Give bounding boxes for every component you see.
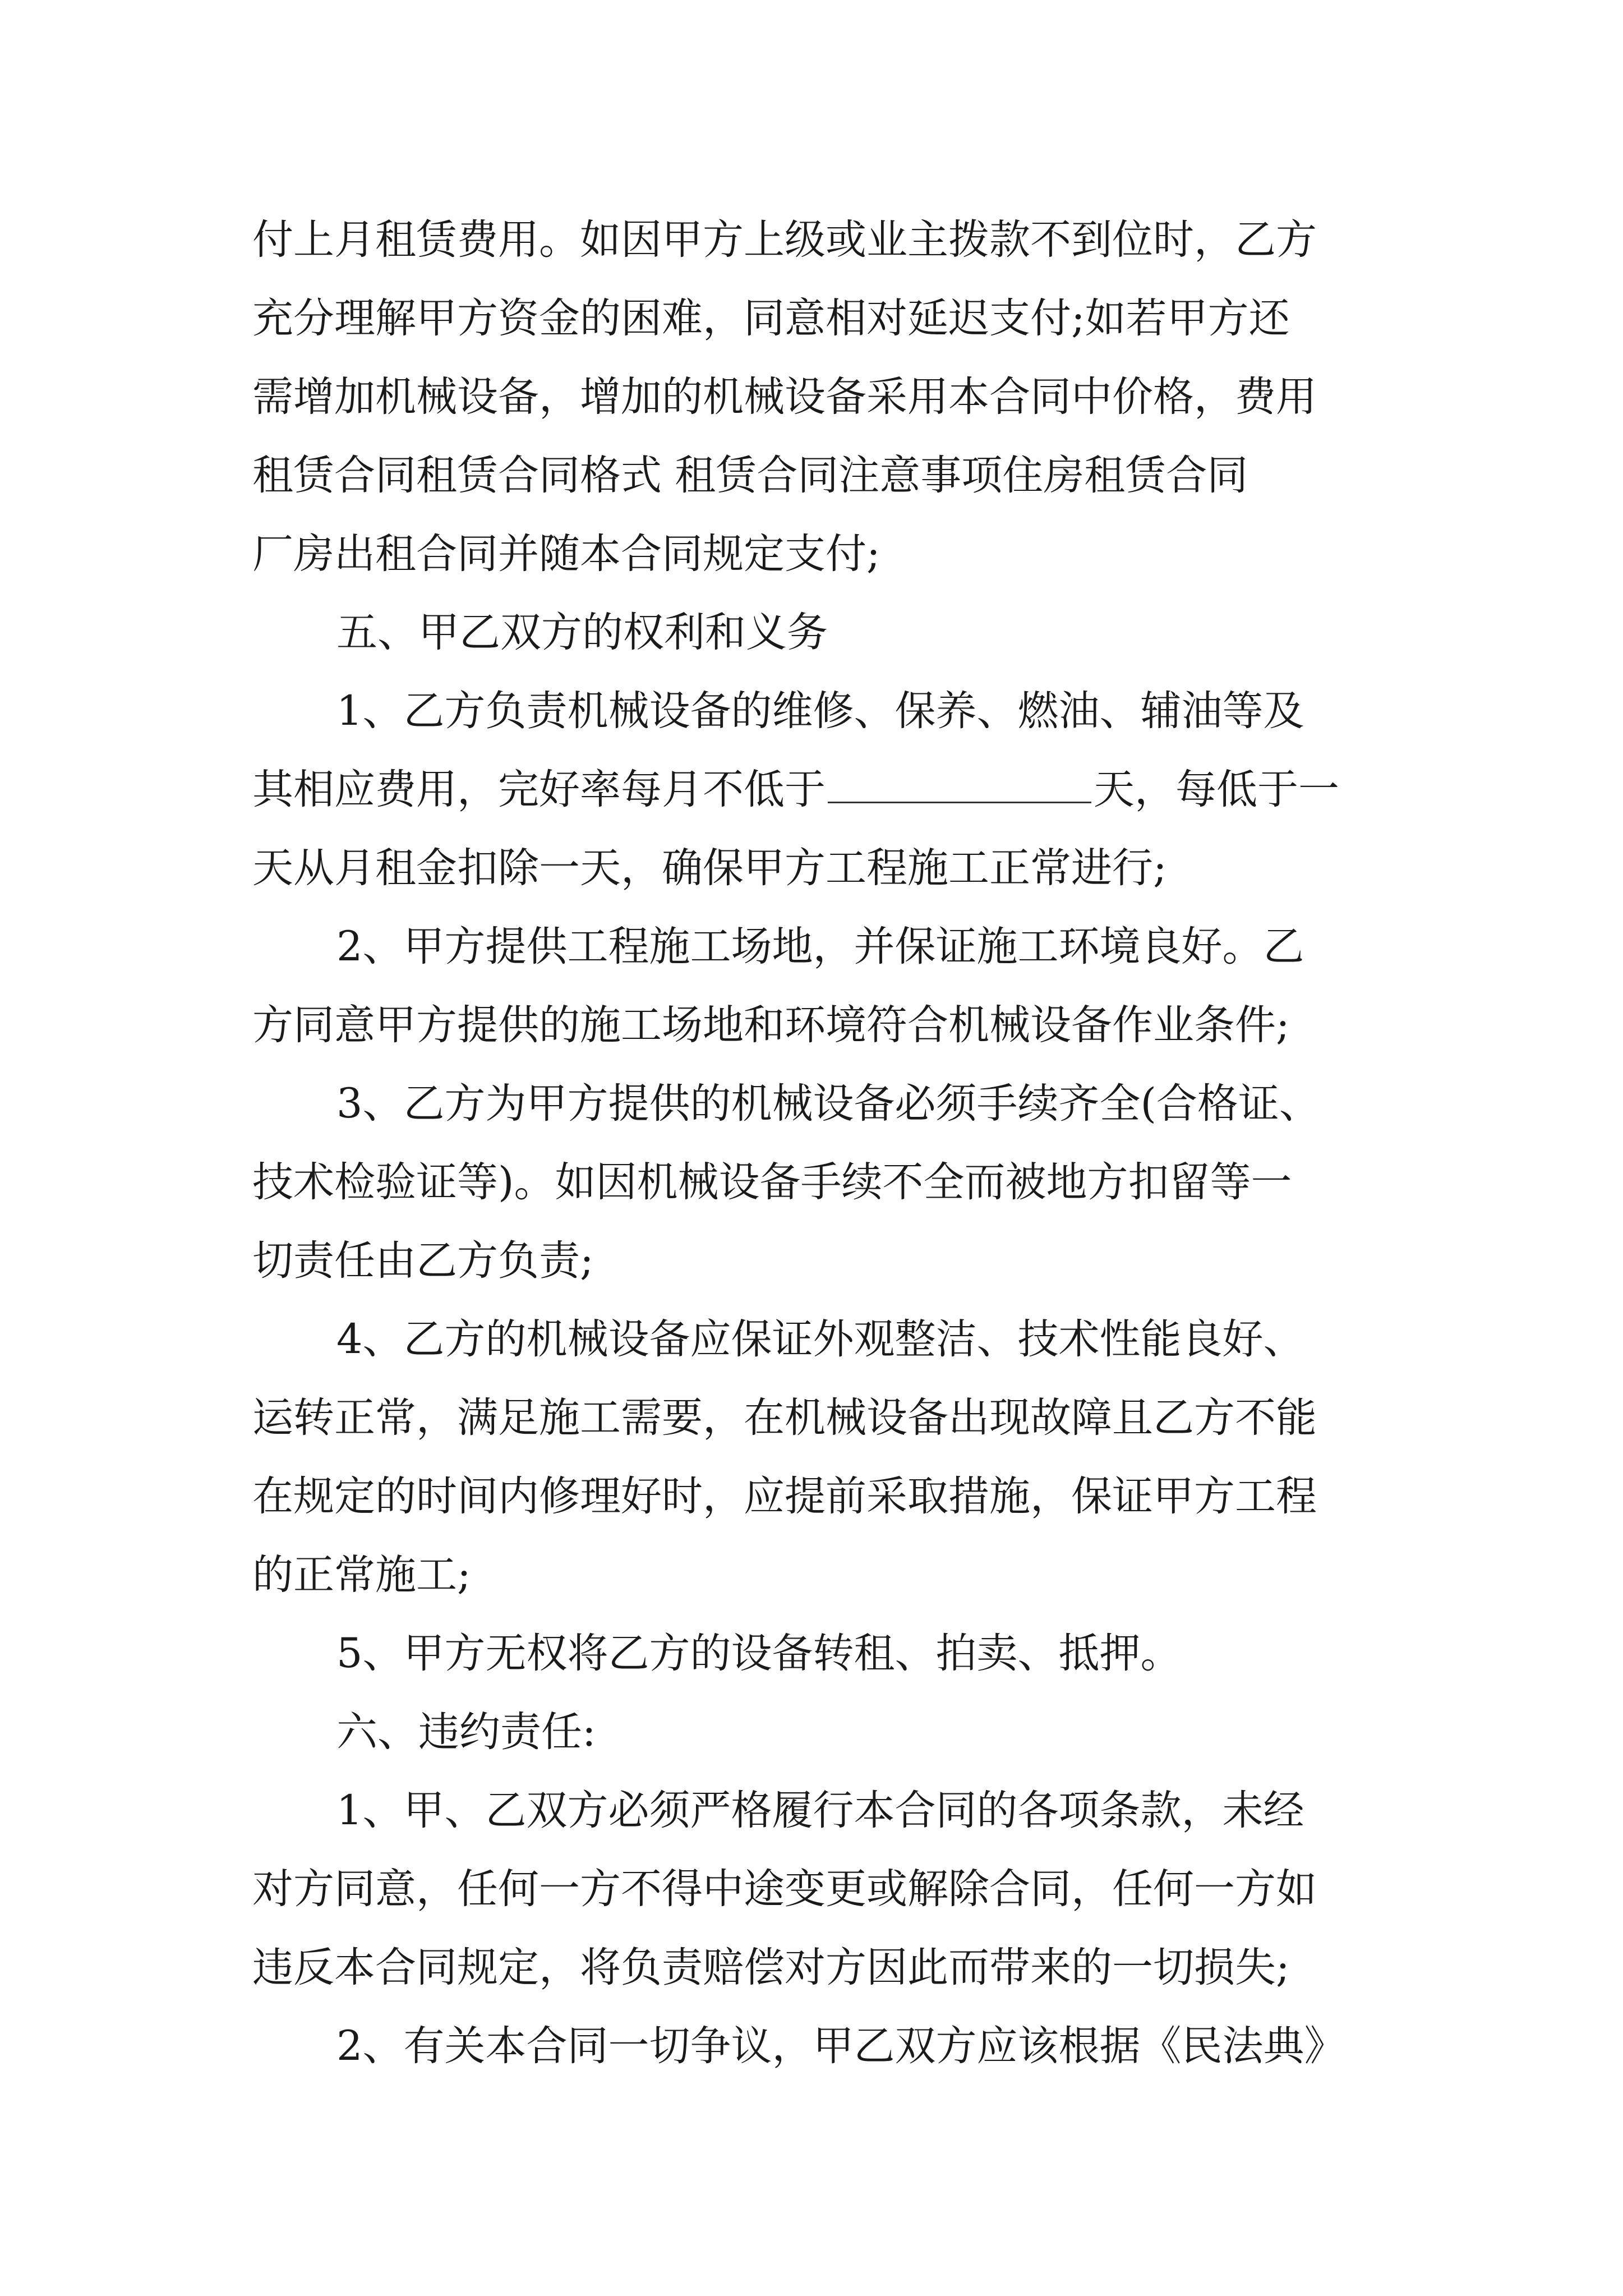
text-line: 违反本合同规定，将负责赔偿对方因此而带来的一切损失; <box>252 1944 1290 1991</box>
text-line-with-blank <box>252 762 1339 818</box>
text-before-blank: 其相应费用，完好率每月不低于 <box>252 766 826 813</box>
clause-line: 4、乙方的机械设备应保证外观整洁、技术性能良好、 <box>336 1315 1304 1363</box>
text-line: 的正常施工; <box>252 1551 471 1599</box>
fill-in-blank <box>828 762 1091 803</box>
text-line: 在规定的时间内修理好时，应提前采取措施，保证甲方工程 <box>252 1473 1317 1520</box>
text-line: 运转正常，满足施工需要，在机械设备出现故障且乙方不能 <box>252 1394 1317 1442</box>
text-line: 需增加机械设备，增加的机械设备采用本合同中价格，费用 <box>252 373 1317 421</box>
text-line: 方同意甲方提供的施工场地和环境符合机械设备作业条件; <box>252 1001 1290 1049</box>
text-line: 天从月租金扣除一天，确保甲方工程施工正常进行; <box>252 844 1167 892</box>
text-line: 厂房出租合同并随本合同规定支付; <box>252 530 880 578</box>
clause-line: 3、乙方为甲方提供的机械设备必须手续齐全(合格证、 <box>336 1080 1320 1128</box>
text-line: 充分理解甲方资金的困难，同意相对延迟支付;如若甲方还 <box>252 295 1290 342</box>
section-heading: 六、违约责任: <box>336 1708 596 1756</box>
text-line: 技术检验证等)。如因机械设备手续不全而被地方扣留等一 <box>252 1158 1292 1206</box>
text-line: 对方同意，任何一方不得中途变更或解除合同，任何一方如 <box>252 1865 1317 1913</box>
clause-line: 2、甲方提供工程施工场地，并保证施工环境良好。乙 <box>336 923 1304 970</box>
clause-line: 1、乙方负责机械设备的维修、保养、燃油、辅油等及 <box>336 687 1304 735</box>
text-line: 切责任由乙方负责; <box>252 1237 594 1285</box>
clause-line: 2、有关本合同一切争议，甲乙双方应该根据《民法典》 <box>336 2022 1345 2070</box>
clause-line: 5、甲方无权将乙方的设备转租、拍卖、抵押。 <box>336 1630 1182 1677</box>
text-line: 付上月租赁费用。如因甲方上级或业主拨款不到位时，乙方 <box>252 216 1317 264</box>
clause-line: 1、甲、乙双方必须严格履行本合同的各项条款，未经 <box>336 1787 1304 1834</box>
text-line: 租赁合同租赁合同格式 租赁合同注意事项住房租赁合同 <box>252 452 1248 499</box>
text-after-blank: 天，每低于一 <box>1094 766 1339 813</box>
section-heading: 五、甲乙双方的权利和义务 <box>336 609 828 656</box>
